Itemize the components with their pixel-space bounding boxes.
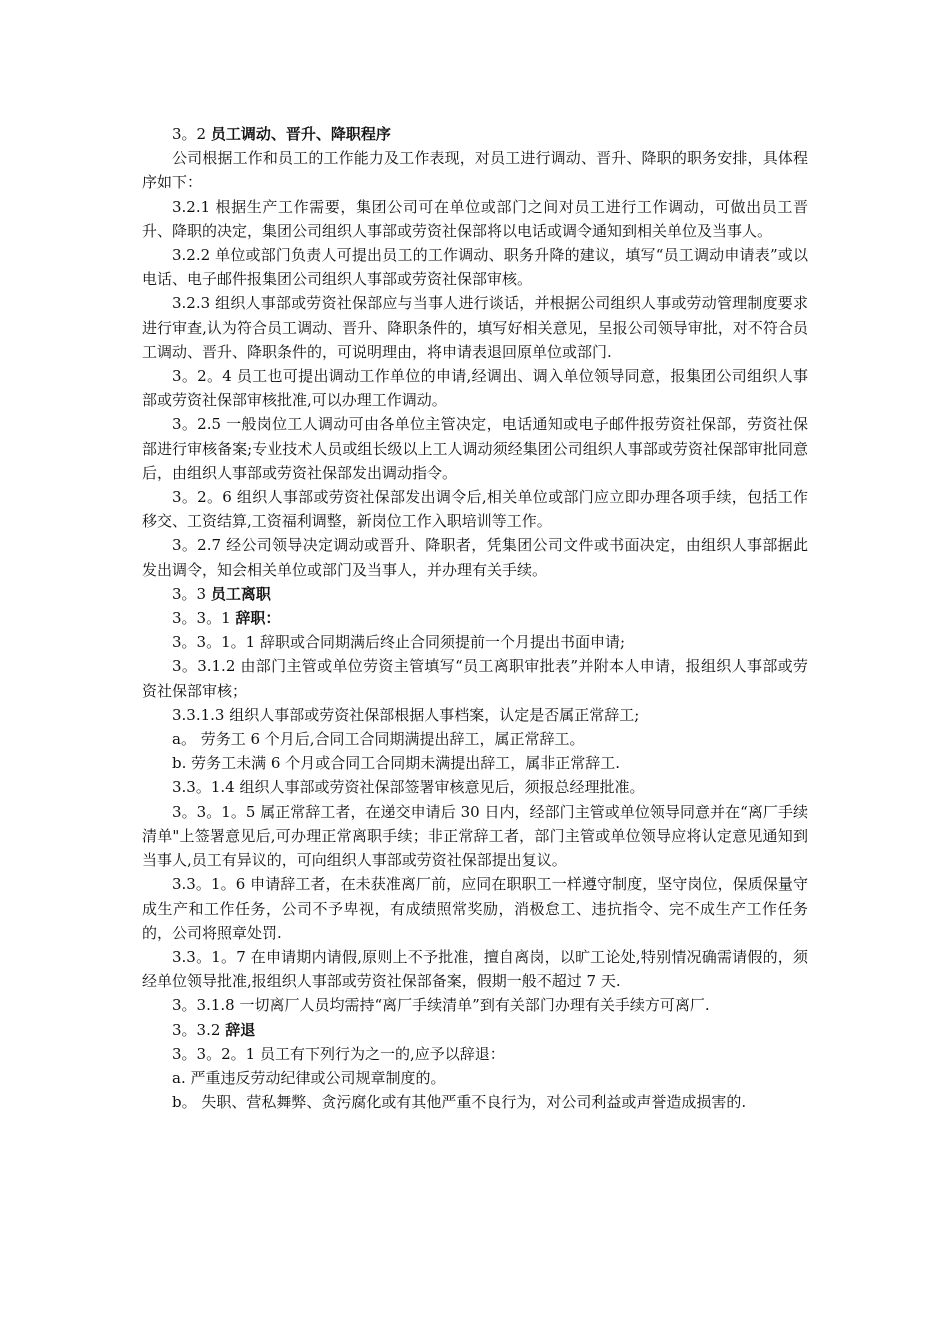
paragraph-3-2-5: 3。2.5 一般岗位工人调动可由各单位主管决定，电话通知或电子邮件报劳资社保部，劳资社保部进行审核备案;专业技术人员或组长级以上工人调动须经集团公司组织人事部或劳资社保部审批同意后，由组织人事部或劳资社保部发出调动指令。 (142, 415, 808, 482)
paragraph-3-3-1-6: 3.3。1。6 申请辞工者，在未获准离厂前，应同在职职工一样遵守制度，坚守岗位，保质保量守成生产和工作任务，公司不予卑视，有成绩照常奖励，消极怠工、违抗指令、完不成生产工作任务的，公司将照章处罚. (142, 875, 808, 942)
paragraph-3-2-3: 3.2.3 组织人事部或劳资社保部应与当事人进行谈话，并根据公司组织人事或劳动管理制度要求进行审查,认为符合员工调动、晋升、降职条件的，填写好相关意见，呈报公司领导审批，对不符合员工调动、晋升、降职条件的，可说明理由，将申请表退回原单位或部门. (142, 294, 808, 361)
section-title: 辞退 (225, 1020, 256, 1039)
paragraph-3-2-2: 3.2.2 单位或部门负责人可提出员工的工作调动、职务升降的建议，填写“员工调动申请表”或以电话、电子邮件报集团公司组织人事部或劳资社保部审核。 (142, 246, 808, 289)
document-page (142, 122, 808, 1114)
list-item-a: a. 严重违反劳动纪律或公司规章制度的。 (172, 1068, 446, 1087)
paragraph-3-3-1-2: 3。3.1.2 由部门主管或单位劳资主管填写“员工离职审批表”并附本人申请，报组织人事部或劳资社保部审核； (142, 657, 808, 700)
paragraph-3-3-2-1: 3。3。2。1 员工有下列行为之一的,应予以辞退： (172, 1044, 505, 1063)
paragraph-3-2-4: 3。2。4 员工也可提出调动工作单位的申请,经调出、调入单位领导同意，报集团公司组织人事部或劳资社保部审核批准,可以办理工作调动。 (142, 367, 808, 410)
section-number: 3。3 (172, 584, 207, 603)
paragraph-3-3-1-4: 3.3。1.4 组织人事部或劳资社保部签署审核意见后，须报总经理批准。 (172, 778, 645, 797)
paragraph-intro: 公司根据工作和员工的工作能力及工作表现，对员工进行调动、晋升、降职的职务安排，具体程序如下： (142, 149, 808, 192)
section-heading-3-2 (142, 122, 808, 146)
paragraph-3-3-1-7: 3.3。1。7 在申请期内请假,原则上不予批准，擅自离岗，以旷工论处,特别情况确需请假的，须经单位领导批准,报组织人事部或劳资社保部备案，假期一般不超过 7 天. (142, 947, 808, 991)
section-title: 员工调动、晋升、降职程序 (210, 125, 391, 143)
paragraph-3-3-1-5: 3。3。1。5 属正常辞工者，在递交申请后 30 日内，经部门主管或单位领导同意并在“离厂手续清单"上签署意见后,可办理正常离职手续；非正常辞工者，部门主管或单位领导应将认定意见通知到当事人,员工有异议的，可向组织人事部或劳资社保部提出复议。 (142, 802, 808, 870)
section-heading-3-3-1 (142, 606, 808, 630)
section-number: 3。3。1 (172, 609, 231, 628)
paragraph-3-3-1-8: 3。3.1.8 一切离厂人员均需持“离厂手续清单”到有关部门办理有关手续方可离厂. (172, 996, 710, 1015)
section-heading-3-3-2 (142, 1018, 808, 1042)
section-number: 3。3.2 (172, 1020, 221, 1039)
paragraph-3-2-7: 3。2.7 经公司领导决定调动或晋升、降职者，凭集团公司文件或书面决定，由组织人事部据此发出调令，知会相关单位或部门及当事人，并办理有关手续。 (142, 536, 808, 579)
paragraph-3-2-1: 3.2.1 根据生产工作需要，集团公司可在单位或部门之间对员工进行工作调动，可做出员工晋升、降职的决定，集团公司组织人事部或劳资社保部将以电话或调令通知到相关单位及当事人。 (142, 197, 808, 240)
paragraph-3-2-6: 3。2。6 组织人事部或劳资社保部发出调令后,相关单位或部门应立即办理各项手续，包括工作移交、工资结算,工资福利调整，新岗位工作入职培训等工作。 (142, 488, 808, 531)
list-item-a: a。 劳务工 6 个月后,合同工合同期满提出辞工，属正常辞工。 (172, 730, 585, 749)
section-title: 员工离职 (210, 584, 271, 603)
list-item-b: b。 失职、营私舞弊、贪污腐化或有其他严重不良行为，对公司利益或声誉造成损害的. (172, 1093, 747, 1112)
paragraph-3-3-1-3: 3.3.1.3 组织人事部或劳资社保部根据人事档案，认定是否属正常辞工; (172, 705, 640, 724)
paragraph-3-3-1-1: 3。3。1。1 辞职或合同期满后终止合同须提前一个月提出书面申请; (172, 633, 625, 652)
section-number: 3。2 (172, 125, 207, 143)
section-title: 辞职： (235, 609, 281, 628)
section-heading-3-3 (142, 582, 808, 606)
list-item-b: b. 劳务工未满 6 个月或合同工合同期未满提出辞工，属非正常辞工. (172, 754, 620, 773)
